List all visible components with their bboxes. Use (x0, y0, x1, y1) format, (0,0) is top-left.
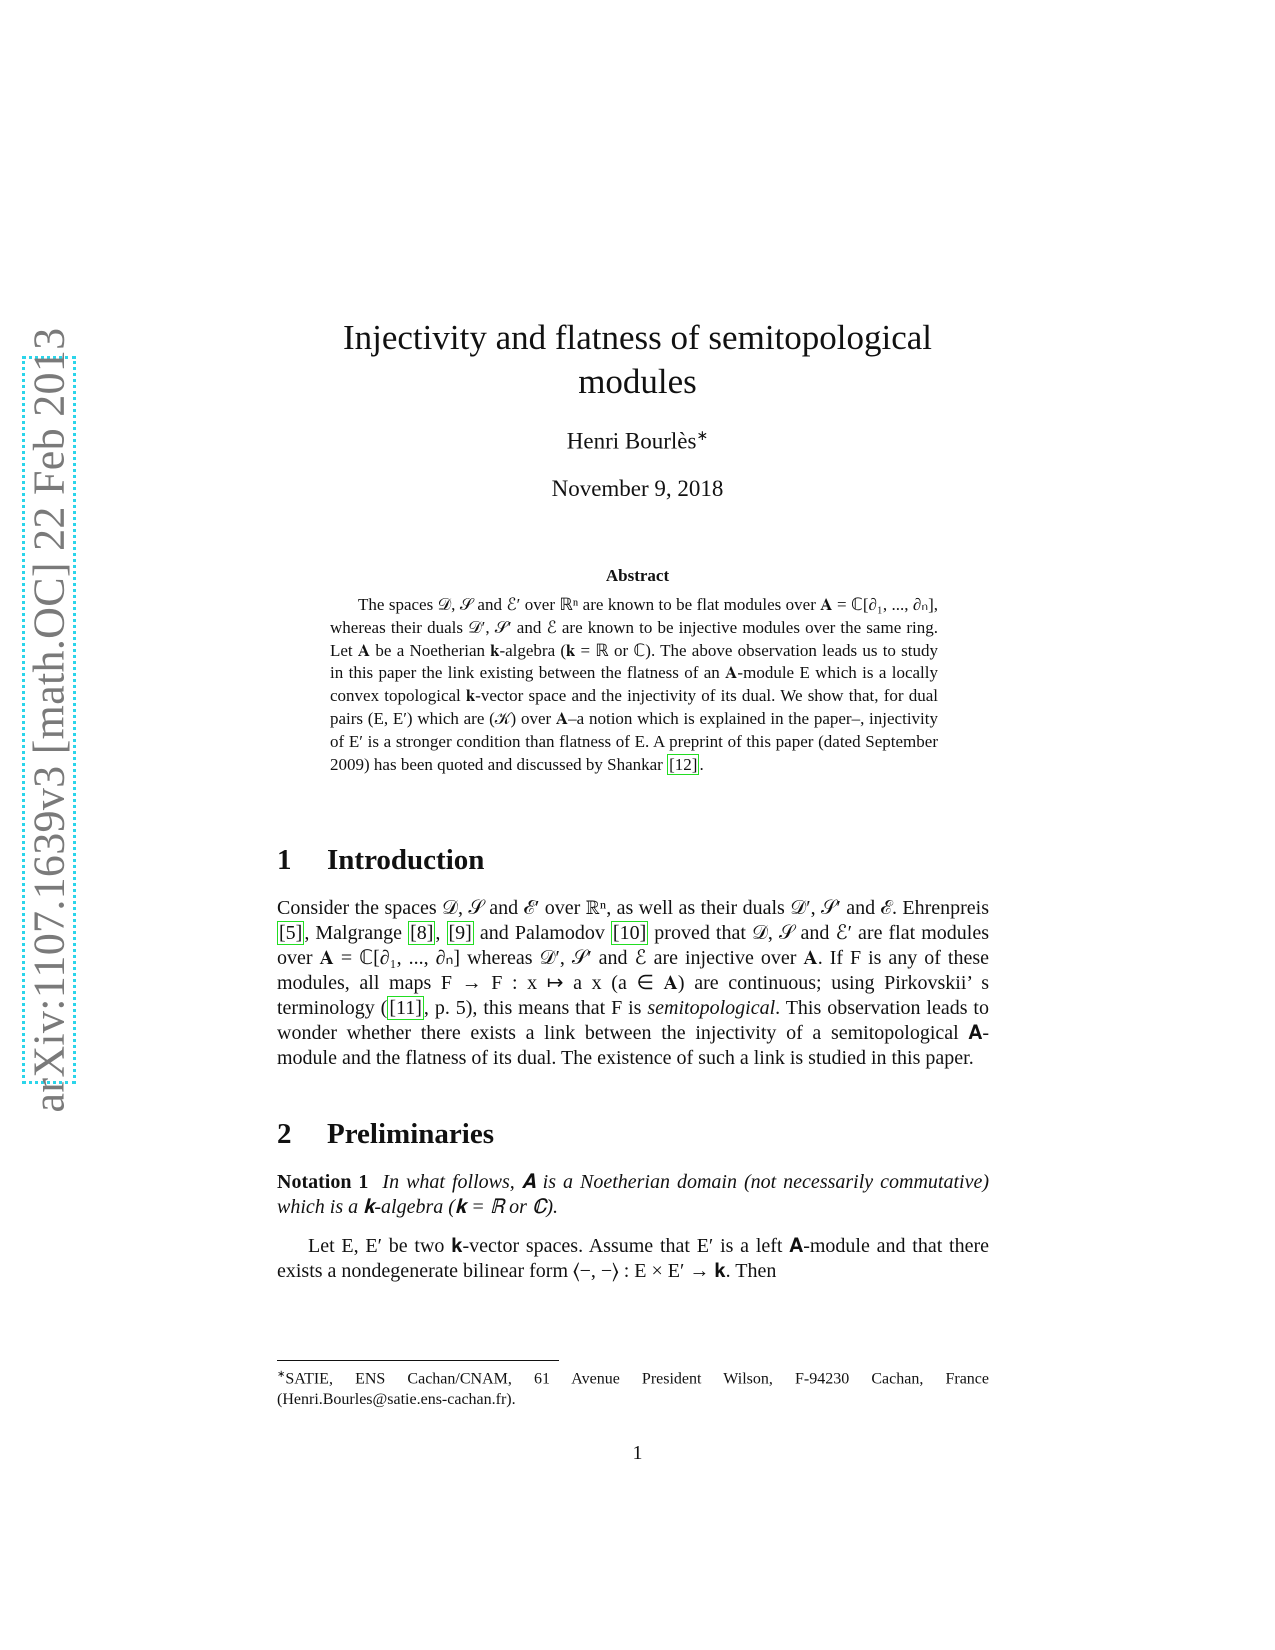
citation-link[interactable]: [9] (448, 922, 472, 944)
section-heading-introduction (277, 844, 484, 877)
citation-link[interactable]: [8] (410, 922, 434, 944)
intro-text: , p. 5), this means that F is (423, 997, 648, 1019)
emphasis-term: semitopological (647, 997, 776, 1019)
notation-block (277, 1170, 989, 1220)
paper-title (0, 316, 1275, 404)
footnote-mark: ∗ (277, 1369, 286, 1380)
section-heading-preliminaries (277, 1118, 494, 1151)
citation-link[interactable]: [12] (669, 754, 698, 774)
intro-text: and Palamodov (473, 922, 611, 944)
introduction-paragraph (277, 896, 989, 1071)
notation-text: In what follows, 𝐀 is a Noetherian domain (not necessarily commutative) which is a 𝐤-algebra (𝐤 = ℝ or ℂ). (277, 1171, 989, 1218)
abstract-body (330, 594, 938, 776)
date: November 9, 2018 (551, 476, 724, 501)
abstract-heading: Abstract (605, 566, 670, 585)
notation-label: Notation 1 (277, 1171, 369, 1193)
section-title: Introduction (327, 844, 485, 876)
intro-text: Consider the spaces 𝒟, 𝒮 and ℰ′ over ℝⁿ, as well as their duals 𝒟′, 𝒮′ and ℰ. Ehrenpreis (277, 897, 989, 919)
intro-text: . This observation leads to wonder whether there exists a link between the injectivity of a semitopological 𝐀-module and the flatness of its dual. The existence of such a link is studied in this paper. (277, 997, 989, 1069)
arxiv-stamp (22, 327, 76, 1113)
abstract-end: . (699, 754, 704, 774)
section-title: Preliminaries (327, 1118, 494, 1150)
intro-text: , Malgrange (304, 922, 409, 944)
footnote-text: SATIE, ENS Cachan/CNAM, 61 Avenue President Wilson, F-94230 Cachan, France (Henri.Bourles@satie.ens-cachan.fr). (277, 1370, 989, 1409)
title-line-1: Injectivity and flatness of semitopological (342, 318, 933, 357)
page-number: 1 (632, 1442, 643, 1464)
author-footnote-mark[interactable]: ∗ (696, 429, 709, 444)
intro-text: , (435, 922, 447, 944)
author (0, 428, 1275, 455)
title-line-2: modules (578, 362, 697, 401)
citation-link[interactable]: [11] (389, 997, 422, 1019)
section-number: 2 (277, 1118, 292, 1150)
preliminaries-paragraph: Let E, E′ be two 𝐤-vector spaces. Assume that E′ is a left 𝐀-module and that there exists a nondegenerate bilinear form ⟨−, −⟩ : E × E′ → 𝐤. Then (277, 1235, 989, 1282)
citation-link[interactable]: [5] (279, 922, 303, 944)
intro-text: proved that 𝒟, 𝒮 and ℰ′ are flat modules over 𝐀 = ℂ[∂₁, ..., ∂ₙ] whereas 𝒟′, 𝒮′ and ℰ are injective over 𝐀. If F is any of these modules, all maps F → F : x ↦ a x (a ∈ 𝐀) are continuous; using Pirkovskii’ s terminology ( (277, 922, 990, 1019)
author-name: Henri Bourlès (566, 428, 697, 454)
citation-link[interactable]: [10] (612, 922, 647, 944)
abstract-text: The spaces 𝒟, 𝒮 and ℰ′ over ℝⁿ are known to be flat modules over 𝐀 = ℂ[∂₁, ..., ∂ₙ], whereas their duals 𝒟′, 𝒮′ and ℰ are known to be injective modules over the same ring. Let 𝐀 be a Noetherian 𝐤-algebra (𝐤 = ℝ or ℂ). The above observation leads us to study in this paper the link existing between the flatness of an 𝐀-module E which is a locally convex topological 𝐤-vector space and the injectivity of its dual. We show that, for dual pairs (E, E′) which are (𝒦) over 𝐀–a notion which is explained in the paper–, injectivity of E′ is a stronger condition than flatness of E. A preprint of this paper (dated September 2009) has been quoted and discussed by Shankar (330, 595, 938, 774)
footnote (277, 1364, 989, 1410)
arxiv-identifier: arXiv:1107.1639v3 [math.OC] 22 Feb 2013 (24, 327, 74, 1113)
section-number: 1 (277, 844, 292, 876)
footnote-rule (277, 1360, 559, 1361)
